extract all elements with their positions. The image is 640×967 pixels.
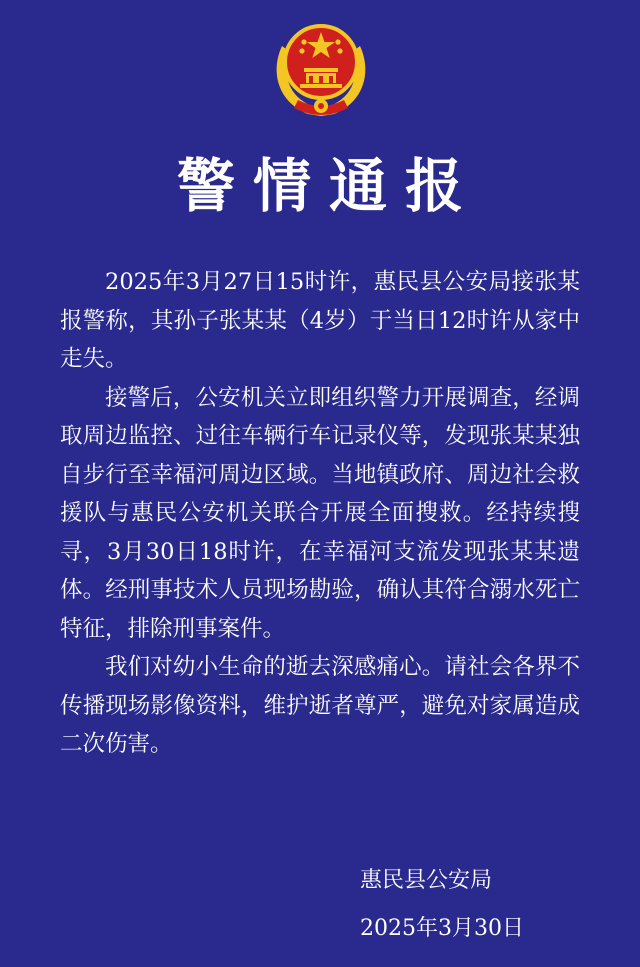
- notice-body: [60, 263, 580, 764]
- national-emblem-icon: [268, 12, 374, 120]
- page-title: 警情通报: [176, 152, 481, 220]
- paragraph-search: 接警后，公安机关立即组织警力开展调查，经调取周边监控、过往车辆行车记录仪等，发现张某某独自步行至幸福河周边区域。当地镇政府、周边社会救援队与惠民公安机关联合开展全面搜救。经持续搜寻，3月30日18时许，在幸福河支流发现张某某遗体。经刑事技术人员现场勘验，确认其符合溺水死亡特征，排除刑事案件。: [60, 384, 580, 642]
- paragraph-appeal: 我们对幼小生命的逝去深感痛心。请社会各界不传播现场影像资料，维护逝者尊严，避免对家属造成二次伤害。: [60, 654, 580, 757]
- signature-date: 2025年3月30日: [360, 916, 524, 941]
- signature-org: 惠民县公安局: [360, 868, 493, 893]
- paragraph-incident: 2025年3月27日15时许，惠民县公安局接张某报警称，其孙子张某某（4岁）于当日12时许从家中走失。: [60, 269, 580, 372]
